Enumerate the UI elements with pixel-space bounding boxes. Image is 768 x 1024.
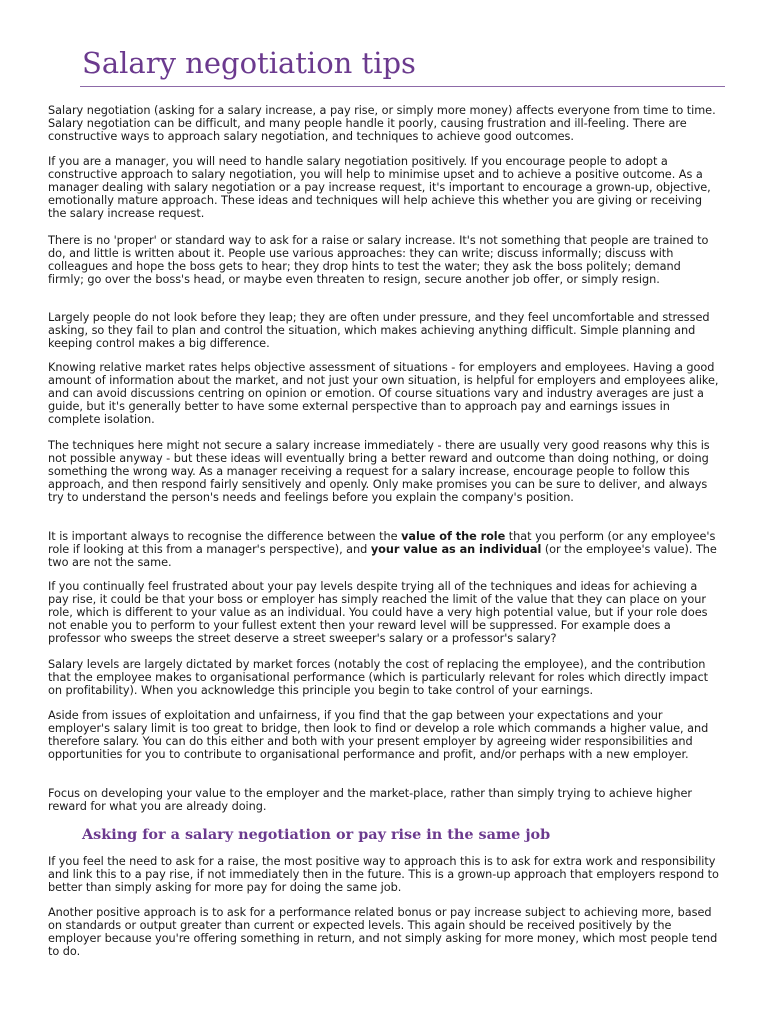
paragraph-focus: Focus on developing your value to the employer and the market-place, rather than simply trying to achieve higher reward for what you are already doing. xyxy=(48,787,693,814)
paragraph-frustrated: If you continually feel frustrated about your pay levels despite trying all of the techniques and ideas for achieving a pay rise, it could be that your boss or employer has simply reached the limit of the value that they can place on your role, which is different to your value as an individual. You could have a very high potential value, but if your role does not enable you to perform to your fullest extent then your reward level will be suppressed. For example does a professor who sweeps the street deserve a street sweeper's salary or a professor's salary? xyxy=(48,580,708,646)
paragraph-role-vs-individual xyxy=(48,530,720,569)
paragraph-market-forces: Salary levels are largely dictated by market forces (notably the cost of replacing the employee), and the contribution that the employee makes to organisational performance (which is particularly relevant for roles which directly impact on profitability). When you acknowledge this principle you begin to take control of your earnings. xyxy=(48,658,709,698)
paragraph-intro: Salary negotiation (asking for a salary increase, a pay rise, or simply more money) affects everyone from time to time. Salary negotiation can be difficult, and many people handle it poorly, causing frustration and ill-feeling. There are constructive ways to approach salary negotiation, and techniques to achieve good outcomes. xyxy=(48,104,716,144)
paragraph-market-rates: Knowing relative market rates helps objective assessment of situations - for employers and employees. Having a good amount of information about the market, and not just your own situation, is helpful for employers and employees alike, and can avoid discussions centring on opinion or emotion. Of course situations vary and industry averages are just a guide, but it's generally better to have some external perspective than to approach pay and earnings issues in complete isolation. xyxy=(48,361,719,427)
title-divider xyxy=(80,86,725,87)
paragraph-techniques: The techniques here might not secure a salary increase immediately - there are usually very good reasons why this is not possible anyway - but these ideas will eventually bring a better reward and outcome than doing nothing, or doing something the wrong way. As a manager receiving a request for a salary increase, encourage people to follow this approach, and then respond fairly sensitively and openly. Only make promises you can be sure to deliver, and always try to understand the person's needs and feelings before you explain the company's position. xyxy=(48,439,710,505)
emphasis-value-of-role: value of the role xyxy=(401,530,506,543)
paragraph-ask-for-raise: If you feel the need to ask for a raise, the most positive way to approach this is to ask for extra work and responsibility and link this to a pay rise, if not immediately then in the future. This is a grown-up approach that employers respond to better than simply asking for more pay for doing the same job. xyxy=(48,855,719,895)
text-segment: that you perform (or any employee's role if looking at this from a manager's perspective), and xyxy=(48,530,716,557)
emphasis-value-individual: your value as an individual xyxy=(370,543,542,557)
page-title: Salary negotiation tips xyxy=(82,46,416,80)
section-heading: Asking for a salary negotiation or pay rise in the same job xyxy=(82,826,551,843)
paragraph-look-before-leap: Largely people do not look before they leap; they are often under pressure, and they feel uncomfortable and stressed asking, so they fail to plan and control the situation, which makes achieving anything difficult. Simple planning and keeping control makes a big difference. xyxy=(48,311,710,351)
paragraph-performance-bonus: Another positive approach is to ask for a performance related bonus or pay increase subject to achieving more, based on standards or output greater than current or expected levels. This again should be received positively by the employer because you're offering something in return, and not simply asking for more money, which most people tend to do. xyxy=(48,906,718,959)
text-segment: (or the employee's value). The two are not the same. xyxy=(48,543,717,570)
paragraph-exploitation: Aside from issues of exploitation and unfairness, if you find that the gap between your expectations and your employer's salary limit is too great to bridge, then look to find or develop a role which commands a higher value, and therefore salary. You can do this either and both with your present employer by agreeing wider responsibilities and opportunities for you to contribute to organisational performance and profit, and/or perhaps with a new employer. xyxy=(48,709,709,762)
text-segment: It is important always to recognise the difference between the xyxy=(48,530,402,543)
paragraph-no-proper-way: There is no 'proper' or standard way to ask for a raise or salary increase. It's not something that people are trained to do, and little is written about it. People use various approaches: they can write; discuss informally; discuss with colleagues and hope the boss gets to hear; they drop hints to test the water; they ask the boss politely; demand firmly; go over the boss's head, or maybe even threaten to resign, secure another job offer, or simply resign. xyxy=(48,234,709,287)
paragraph-manager: If you are a manager, you will need to handle salary negotiation positively. If you encourage people to adopt a constructive approach to salary negotiation, you will help to minimise upset and to achieve a positive outcome. As a manager dealing with salary negotiation or a pay increase request, it's important to encourage a grown-up, objective, emotionally mature approach. These ideas and techniques will help achieve this whether you are giving or receiving the salary increase request. xyxy=(48,155,711,221)
